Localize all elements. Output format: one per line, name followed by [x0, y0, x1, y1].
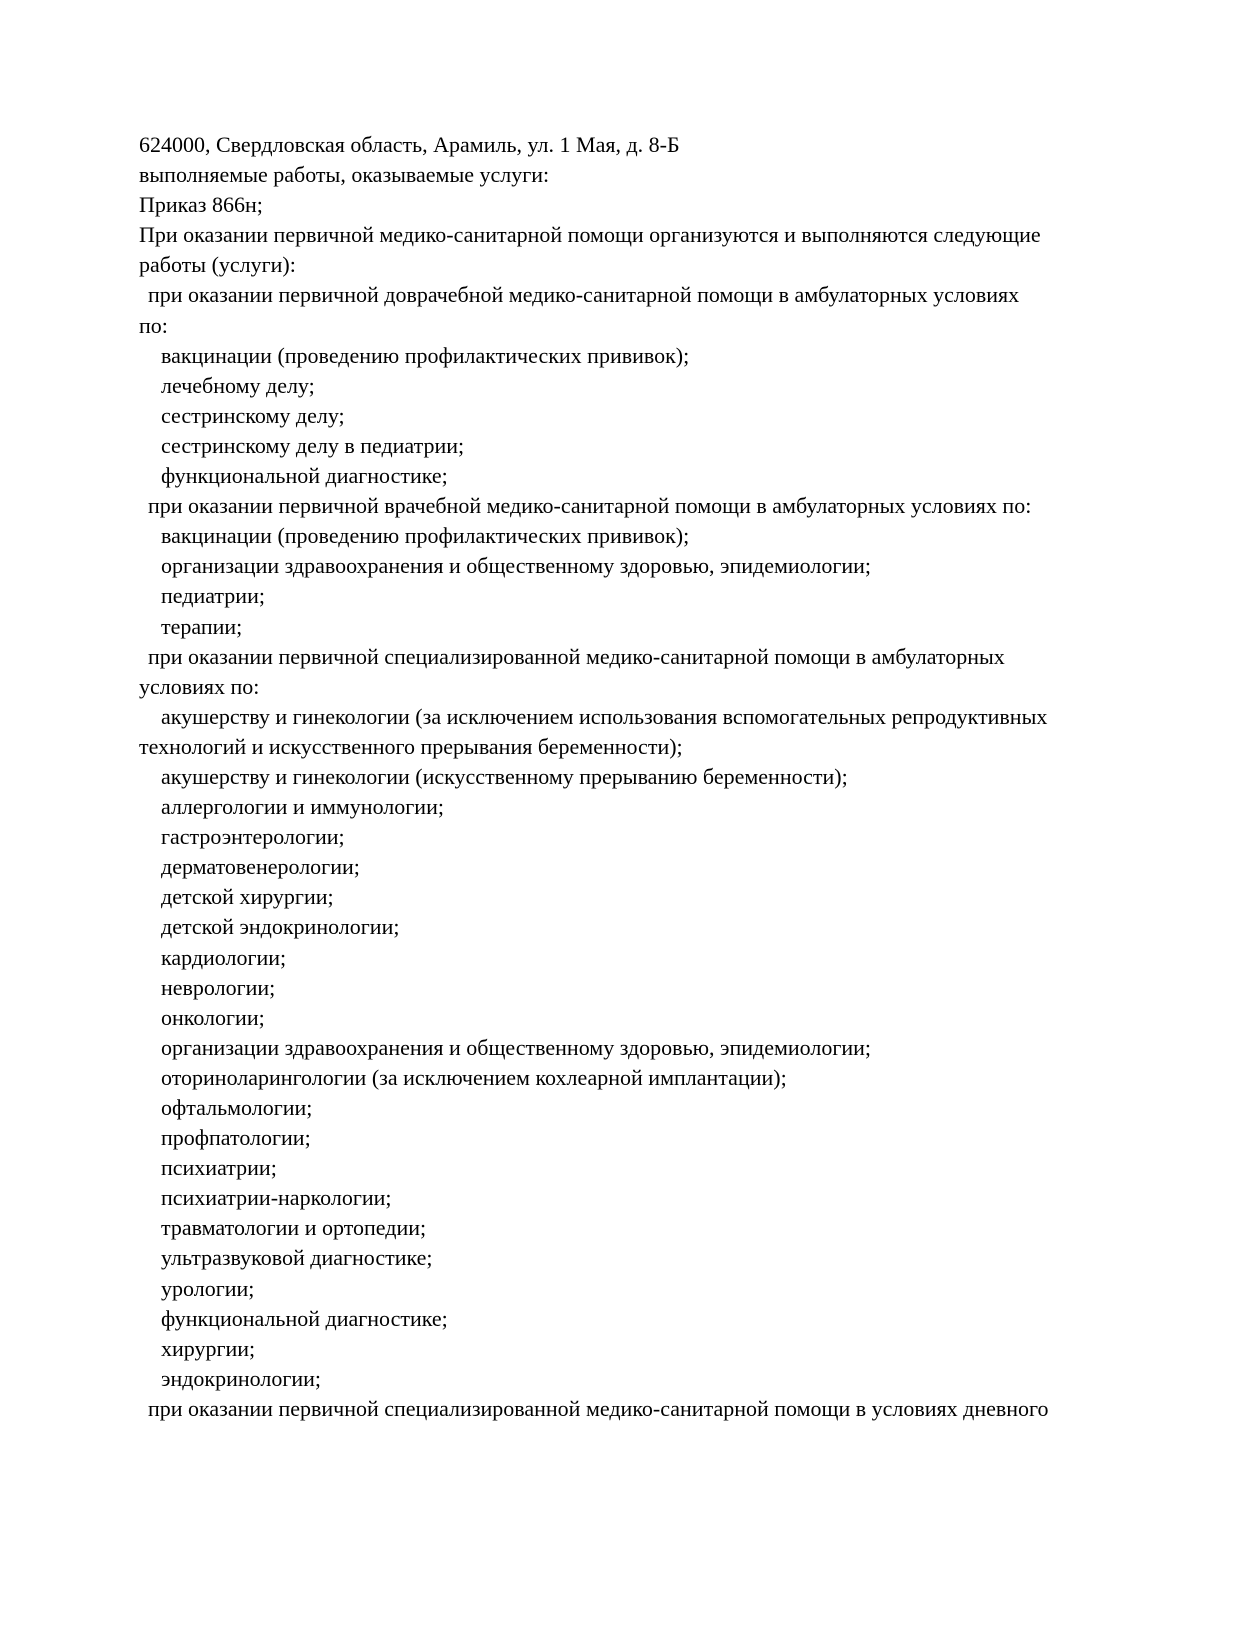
text-line: оториноларингологии (за исключением кохлеарной имплантации); [161, 1064, 787, 1090]
text-line: травматологии и ортопедии; [161, 1215, 427, 1241]
text-line: терапии; [161, 613, 243, 639]
text-line: выполняемые работы, оказываемые услуги: [139, 162, 550, 188]
text-line: ультразвуковой диагностике; [161, 1245, 433, 1271]
text-line: организации здравоохранения и общественному здоровью, эпидемиологии; [161, 553, 872, 579]
text-line: при оказании первичной врачебной медико-санитарной помощи в амбулаторных условиях по: [148, 493, 1032, 519]
text-line: 624000, Свердловская область, Арамиль, ул. 1 Мая, д. 8-Б [139, 132, 680, 157]
text-line: неврологии; [161, 974, 276, 1000]
text-line: сестринскому делу в педиатрии; [161, 432, 465, 458]
text-line: условиях по: [139, 673, 260, 699]
text-line: аллергологии и иммунологии; [161, 794, 444, 820]
text-line: вакцинации (проведению профилактических прививок); [161, 342, 690, 368]
text-line: онкологии; [161, 1004, 265, 1030]
text-line: Приказ 866н; [139, 192, 263, 218]
text-line: лечебному делу; [161, 372, 315, 398]
text-line: функциональной диагностике; [161, 1305, 448, 1331]
text-line: психиатрии-наркологии; [161, 1185, 392, 1211]
text-line: педиатрии; [161, 583, 265, 609]
text-line: функциональной диагностике; [161, 463, 448, 489]
text-line: детской хирургии; [161, 884, 334, 910]
text-line: детской эндокринологии; [161, 914, 400, 940]
text-line: хирургии; [161, 1335, 256, 1361]
text-line: по: [139, 312, 168, 338]
text-line: офтальмологии; [161, 1095, 313, 1120]
text-line: акушерству и гинекологии (искусственному прерыванию беременности); [161, 763, 848, 789]
text-line: профпатологии; [161, 1125, 311, 1151]
text-line: организации здравоохранения и общественному здоровью, эпидемиологии; [161, 1034, 872, 1060]
text-line: при оказании первичной специализированной медико-санитарной помощи в амбулаторных [148, 643, 1005, 669]
text-line: акушерству и гинекологии (за исключением использования вспомогательных репродуктивных [161, 703, 1048, 729]
text-line: вакцинации (проведению профилактических прививок); [161, 523, 690, 549]
text-line: дерматовенерологии; [161, 854, 360, 880]
text-line: работы (услуги): [139, 252, 296, 278]
document-lines [139, 130, 1149, 1424]
text-line: при оказании первичной доврачебной медико-санитарной помощи в амбулаторных условиях [148, 282, 1020, 308]
text-line: психиатрии; [161, 1155, 277, 1181]
text-line: технологий и искусственного прерывания беременности); [139, 733, 683, 759]
text-line: эндокринологии; [161, 1365, 322, 1391]
text-line: сестринскому делу; [161, 402, 345, 428]
text-line: при оказании первичной специализированной медико-санитарной помощи в условиях дневного [148, 1395, 1049, 1421]
text-line: урологии; [161, 1275, 255, 1301]
text-line: При оказании первичной медико-санитарной помощи организуются и выполняются следующие [139, 222, 1041, 248]
text-line: гастроэнтерологии; [161, 824, 345, 850]
text-line: кардиологии; [161, 944, 287, 970]
